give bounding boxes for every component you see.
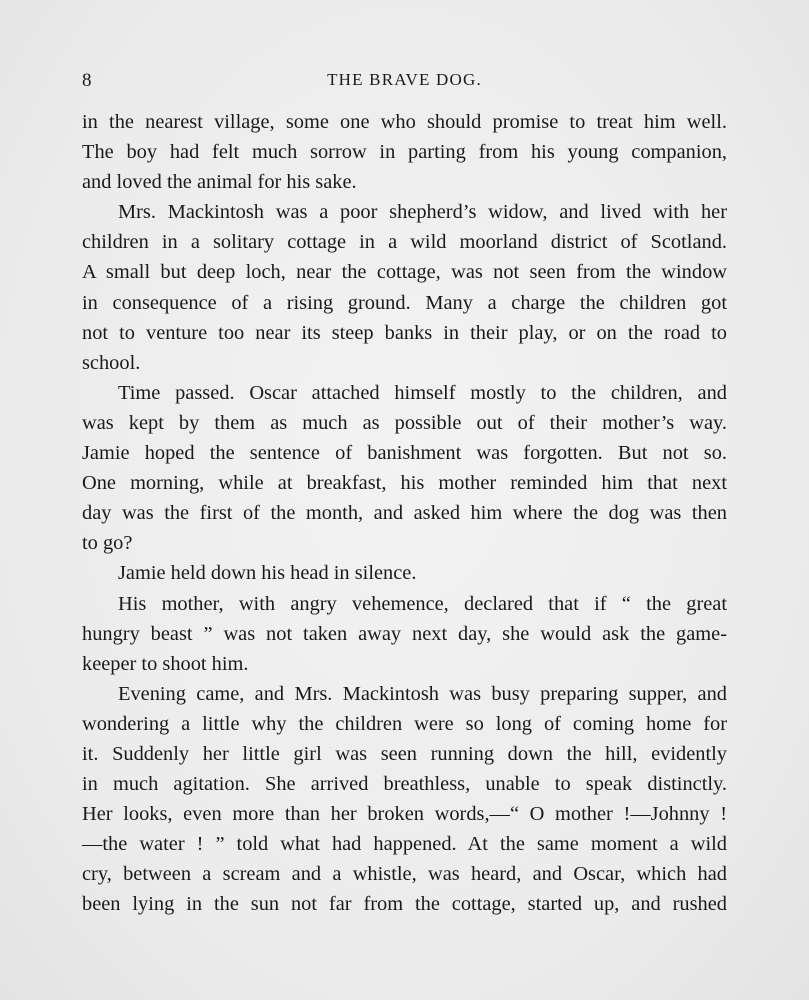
text-line: to go?: [82, 532, 133, 555]
text-line: Jamie held down his head in silence.: [118, 562, 417, 585]
text-line: wondering a little why the children were so long of coming home for: [82, 712, 727, 735]
paragraph: [82, 107, 727, 197]
text-line: was kept by them as much as possible out of their mother’s way.: [82, 411, 727, 434]
paragraph: [82, 558, 727, 588]
body-text: [82, 107, 727, 920]
paragraph: [82, 589, 727, 679]
text-line: One morning, while at breakfast, his mother reminded him that next: [82, 472, 727, 495]
text-line: Time passed. Oscar attached himself mostly to the children, and: [118, 381, 727, 404]
text-line: The boy had felt much sorrow in parting from his young companion,: [82, 141, 727, 164]
text-line: been lying in the sun not far from the cottage, started up, and rushed: [82, 893, 727, 916]
text-line: not to venture too near its steep banks in their play, or on the road to: [82, 321, 727, 344]
text-line: keeper to shoot him.: [82, 652, 249, 675]
text-line: in consequence of a rising ground. Many a charge the children got: [82, 291, 727, 314]
text-line: and loved the animal for his sake.: [82, 171, 357, 194]
text-line: cry, between a scream and a whistle, was heard, and Oscar, which had: [82, 863, 727, 886]
text-line: in much agitation. She arrived breathless, unable to speak distinctly.: [82, 773, 727, 796]
text-line: His mother, with angry vehemence, declared that if “ the great: [118, 592, 727, 615]
paragraph: [82, 197, 727, 378]
paragraph: [82, 378, 727, 559]
text-line: A small but deep loch, near the cottage, was not seen from the window: [82, 261, 727, 284]
paragraph: [82, 679, 727, 920]
text-line: Her looks, even more than her broken words,—“ O mother !—Johnny !: [82, 803, 727, 826]
text-line: day was the first of the month, and asked him where the dog was then: [82, 502, 727, 525]
text-line: it. Suddenly her little girl was seen running down the hill, evidently: [82, 742, 727, 765]
text-line: children in a solitary cottage in a wild moorland district of Scotland.: [82, 231, 727, 254]
text-line: —the water ! ” told what had happened. At the same moment a wild: [82, 833, 727, 856]
text-line: hungry beast ” was not taken away next day, she would ask the game-: [82, 622, 727, 645]
text-line: Mrs. Mackintosh was a poor shepherd’s widow, and lived with her: [118, 201, 727, 224]
text-line: in the nearest village, some one who should promise to treat him well.: [82, 111, 727, 133]
text-line: Evening came, and Mrs. Mackintosh was busy preparing supper, and: [118, 682, 727, 705]
running-title: THE BRAVE DOG.: [327, 70, 482, 89]
text-line: Jamie hoped the sentence of banishment was forgotten. But not so.: [82, 442, 727, 465]
text-line: school.: [82, 351, 141, 374]
page-number: 8: [82, 70, 92, 91]
